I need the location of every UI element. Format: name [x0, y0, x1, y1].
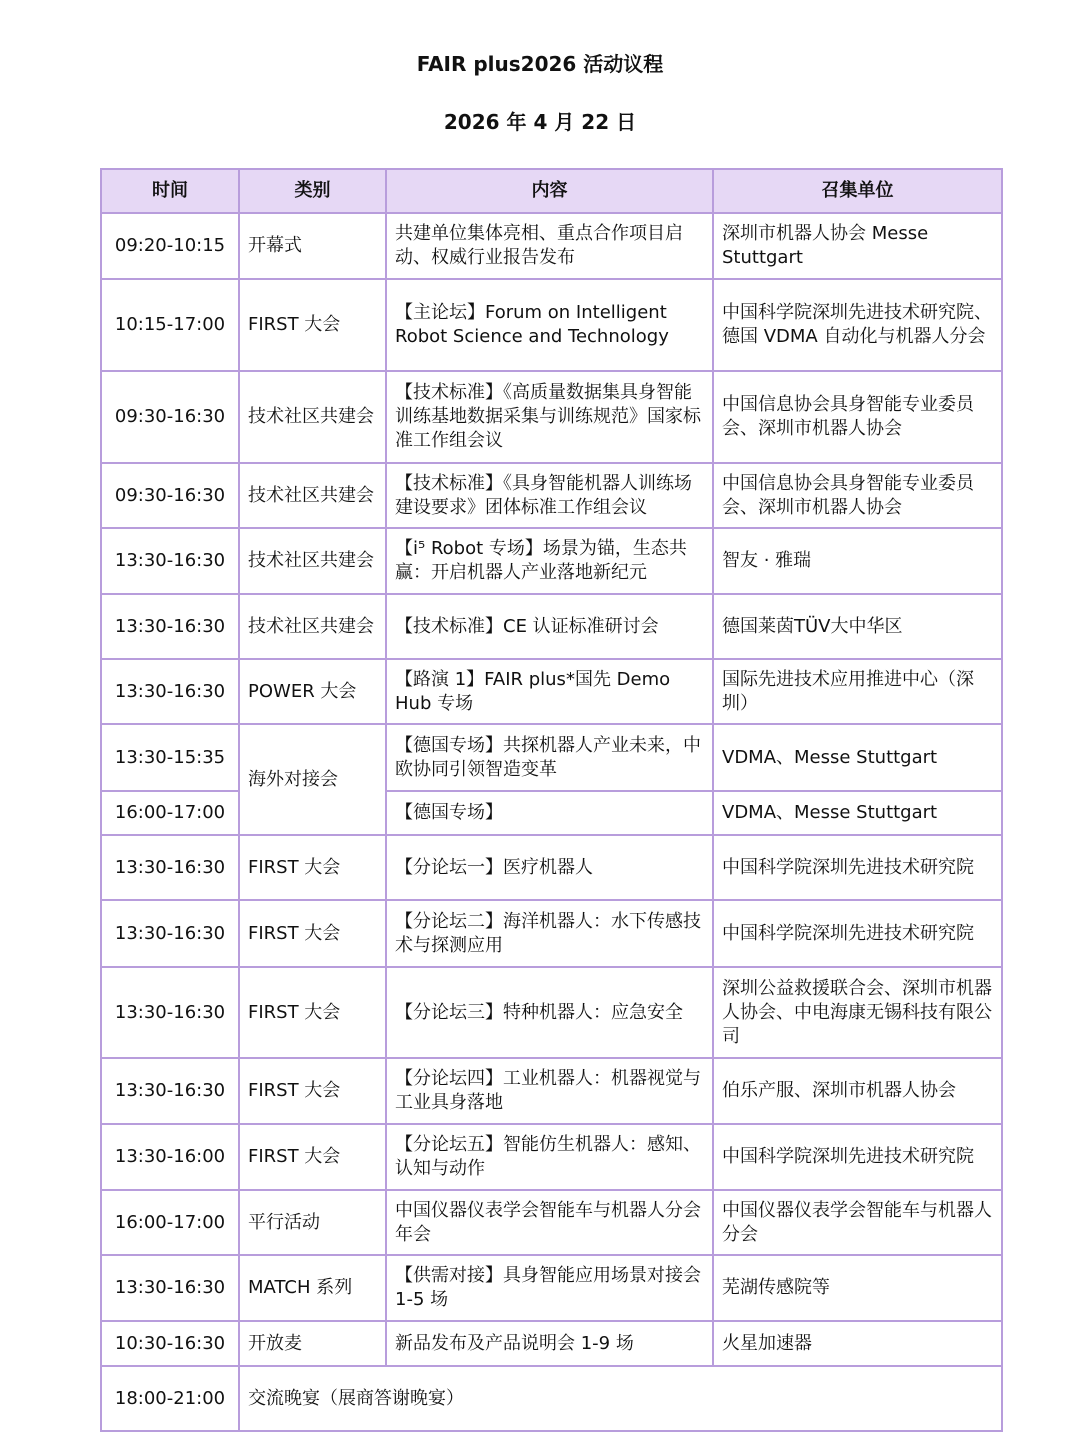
- content-cell: 【路演 1】FAIR plus*国先 Demo Hub 专场: [386, 659, 713, 724]
- category-cell: 技术社区共建会: [239, 371, 386, 463]
- time-cell: 13:30-16:30: [101, 659, 239, 724]
- table-row: [101, 1124, 1002, 1190]
- table-row: [101, 1255, 1002, 1321]
- organizer-cell: 深圳市机器人协会 Messe Stuttgart: [713, 213, 1002, 279]
- organizer-cell: 中国仪器仪表学会智能车与机器人分会: [713, 1190, 1002, 1255]
- time-cell: 10:30-16:30: [101, 1321, 239, 1366]
- time-cell: 13:30-16:30: [101, 1255, 239, 1321]
- organizer-cell: 深圳公益救援联合会、深圳市机器人协会、中电海康无锡科技有限公司: [713, 967, 1002, 1058]
- category-cell: FIRST 大会: [239, 900, 386, 967]
- content-cell: 【德国专场】共探机器人产业未来，中欧协同引领智造变革: [386, 724, 713, 791]
- content-cell: 【i⁵ Robot 专场】场景为锚，生态共赢：开启机器人产业落地新纪元: [386, 528, 713, 594]
- time-cell: 13:30-16:30: [101, 967, 239, 1058]
- document-date: 2026 年 4 月 22 日: [443, 110, 637, 134]
- content-cell: 【分论坛三】特种机器人：应急安全: [386, 967, 713, 1058]
- category-cell: FIRST 大会: [239, 835, 386, 900]
- time-cell: 13:30-16:30: [101, 900, 239, 967]
- table-row: [101, 463, 1002, 528]
- organizer-cell: VDMA、Messe Stuttgart: [713, 791, 1002, 835]
- table-header-row: [101, 169, 1002, 213]
- table-row: [101, 1058, 1002, 1124]
- content-cell: 【主论坛】Forum on Intelligent Robot Science and Technology: [386, 279, 713, 371]
- table-row: [101, 528, 1002, 594]
- content-cell: 新品发布及产品说明会 1-9 场: [386, 1321, 713, 1366]
- category-cell: MATCH 系列: [239, 1255, 386, 1321]
- table-row: [101, 1366, 1002, 1431]
- time-cell: 13:30-16:30: [101, 594, 239, 659]
- category-cell: 海外对接会: [239, 724, 386, 835]
- organizer-cell: 智友 · 雅瑞: [713, 528, 1002, 594]
- category-cell: FIRST 大会: [239, 1124, 386, 1190]
- category-cell: POWER 大会: [239, 659, 386, 724]
- organizer-cell: 芜湖传感院等: [713, 1255, 1002, 1321]
- header-category: 类别: [239, 169, 386, 213]
- organizer-cell: VDMA、Messe Stuttgart: [713, 724, 1002, 791]
- table-row: [101, 1190, 1002, 1255]
- category-cell: 平行活动: [239, 1190, 386, 1255]
- organizer-cell: 中国科学院深圳先进技术研究院: [713, 835, 1002, 900]
- time-cell: 09:30-16:30: [101, 463, 239, 528]
- table-row: [101, 967, 1002, 1058]
- time-cell: 13:30-16:30: [101, 1058, 239, 1124]
- table-row: [101, 835, 1002, 900]
- table-row: [101, 900, 1002, 967]
- time-cell: 13:30-16:30: [101, 835, 239, 900]
- organizer-cell: 中国科学院深圳先进技术研究院: [713, 1124, 1002, 1190]
- category-cell: FIRST 大会: [239, 967, 386, 1058]
- document-title: FAIR plus2026 活动议程: [416, 52, 664, 76]
- organizer-cell: 德国莱茵TÜV大中华区: [713, 594, 1002, 659]
- time-cell: 09:30-16:30: [101, 371, 239, 463]
- content-cell: 【技术标准】CE 认证标准研讨会: [386, 594, 713, 659]
- table-row: [101, 371, 1002, 463]
- category-cell: 开放麦: [239, 1321, 386, 1366]
- organizer-cell: 国际先进技术应用推进中心（深圳）: [713, 659, 1002, 724]
- time-cell: 10:15-17:00: [101, 279, 239, 371]
- content-cell: 【技术标准】《具身智能机器人训练场建设要求》团体标准工作组会议: [386, 463, 713, 528]
- content-cell: 【技术标准】《高质量数据集具身智能训练基地数据采集与训练规范》国家标准工作组会议: [386, 371, 713, 463]
- organizer-cell: 伯乐产服、深圳市机器人协会: [713, 1058, 1002, 1124]
- category-cell: 技术社区共建会: [239, 463, 386, 528]
- time-cell: 16:00-17:00: [101, 791, 239, 835]
- organizer-cell: 中国科学院深圳先进技术研究院: [713, 900, 1002, 967]
- header-organizer: 召集单位: [713, 169, 1002, 213]
- time-cell: 13:30-16:00: [101, 1124, 239, 1190]
- time-cell: 16:00-17:00: [101, 1190, 239, 1255]
- category-cell: FIRST 大会: [239, 1058, 386, 1124]
- table-row: [101, 1321, 1002, 1366]
- category-cell: 技术社区共建会: [239, 528, 386, 594]
- table-row: [101, 724, 1002, 791]
- agenda-table: [100, 168, 1003, 1432]
- header-content: 内容: [386, 169, 713, 213]
- organizer-cell: 中国信息协会具身智能专业委员会、深圳市机器人协会: [713, 371, 1002, 463]
- organizer-cell: 中国信息协会具身智能专业委员会、深圳市机器人协会: [713, 463, 1002, 528]
- content-cell: 【分论坛五】智能仿生机器人：感知、认知与动作: [386, 1124, 713, 1190]
- content-cell: 【分论坛一】医疗机器人: [386, 835, 713, 900]
- table-row: [101, 279, 1002, 371]
- content-cell: 中国仪器仪表学会智能车与机器人分会年会: [386, 1190, 713, 1255]
- header-time: 时间: [101, 169, 239, 213]
- category-cell: 开幕式: [239, 213, 386, 279]
- content-cell: 【供需对接】具身智能应用场景对接会 1-5 场: [386, 1255, 713, 1321]
- category-cell: 技术社区共建会: [239, 594, 386, 659]
- table-row: [101, 594, 1002, 659]
- organizer-cell: 中国科学院深圳先进技术研究院、德国 VDMA 自动化与机器人分会: [713, 279, 1002, 371]
- table-row: [101, 213, 1002, 279]
- table-row: [101, 659, 1002, 724]
- time-cell: 09:20-10:15: [101, 213, 239, 279]
- organizer-cell: 火星加速器: [713, 1321, 1002, 1366]
- content-cell: 【分论坛四】工业机器人：机器视觉与工业具身落地: [386, 1058, 713, 1124]
- content-cell: 交流晚宴（展商答谢晚宴）: [239, 1366, 1002, 1431]
- category-cell: FIRST 大会: [239, 279, 386, 371]
- table-row: [101, 791, 1002, 835]
- content-cell: 共建单位集体亮相、重点合作项目启动、权威行业报告发布: [386, 213, 713, 279]
- time-cell: 13:30-15:35: [101, 724, 239, 791]
- time-cell: 18:00-21:00: [101, 1366, 239, 1431]
- content-cell: 【分论坛二】海洋机器人：水下传感技术与探测应用: [386, 900, 713, 967]
- time-cell: 13:30-16:30: [101, 528, 239, 594]
- content-cell: 【德国专场】: [386, 791, 713, 835]
